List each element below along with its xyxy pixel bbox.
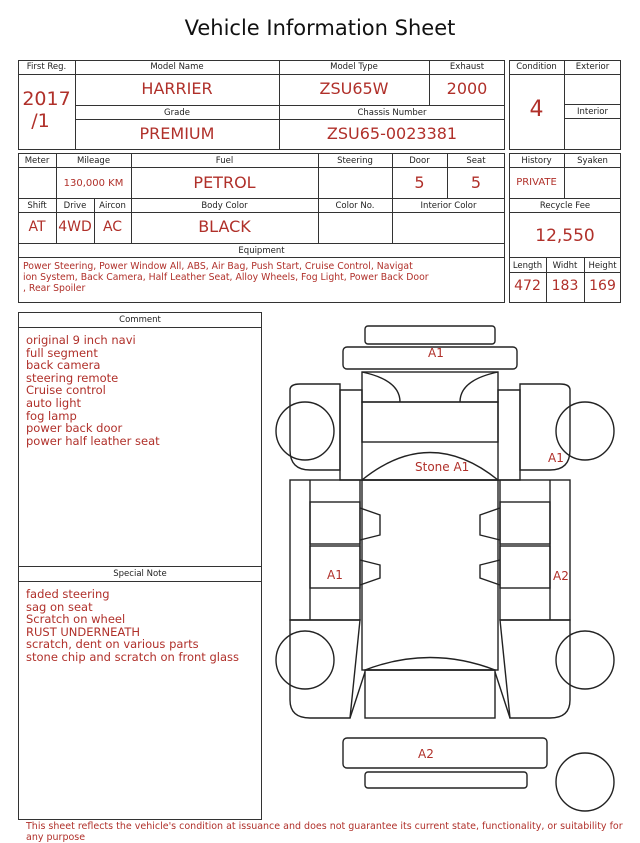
left-side-body (290, 480, 360, 620)
equipment-line: ion System, Back Camera, Half Leather Seat, Alloy Wheels, Fog Light, Power Back Door (23, 272, 429, 283)
chassis-value: ZSU65-0023381 (326, 124, 458, 143)
body-color-value: BLACK (198, 217, 251, 236)
first-reg-year: 2017 (22, 88, 71, 110)
spare-wheel (556, 753, 614, 811)
left-rear-panel (290, 620, 360, 718)
model-name-value: HARRIER (141, 79, 213, 98)
shift-value: AT (28, 219, 46, 235)
comment-item: power half leather seat (26, 433, 160, 448)
mark-rear-bumper: A2 (418, 747, 434, 761)
model-type-label: Model Type (330, 62, 378, 72)
equipment-text (23, 261, 503, 294)
recycle-fee-value: 12,550 (535, 226, 595, 246)
seat-value: 5 (470, 173, 482, 192)
mileage-value: 130,000 KM (63, 178, 124, 189)
rear-left-wheel (276, 631, 334, 689)
width-label: Widht (552, 261, 578, 271)
seat-label: Seat (466, 156, 486, 166)
exhaust-label: Exhaust (449, 62, 485, 72)
steering-label: Steering (337, 156, 373, 166)
length-value: 472 (514, 278, 541, 294)
hood-front (362, 372, 498, 402)
equipment-label: Equipment (238, 246, 285, 256)
aircon-value: AC (102, 219, 123, 235)
comment-item: auto light (26, 395, 82, 410)
fuel-label: Fuel (215, 156, 234, 166)
front-bumper-strip (365, 326, 495, 344)
special-note-item: faded steering (26, 587, 110, 601)
special-note-list (26, 588, 256, 664)
drive-label: Drive (63, 201, 87, 211)
hood (362, 402, 498, 442)
recycle-fee-label: Recycle Fee (539, 201, 591, 211)
body-color-label: Body Color (201, 201, 248, 211)
special-note-item: scratch, dent on various parts (26, 637, 199, 652)
mark-right-side: A2 (553, 569, 569, 583)
aircon-label: Aircon (99, 201, 126, 211)
left-front-panel (290, 384, 340, 470)
comment-item: fog lamp (26, 408, 77, 423)
exhaust-value: 2000 (446, 79, 488, 98)
meter-label: Meter (24, 156, 50, 166)
syaken-label: Syaken (577, 156, 608, 166)
history-label: History (521, 156, 552, 166)
door-value: 5 (414, 173, 425, 192)
height-label: Height (588, 261, 617, 271)
roof-outline (362, 480, 498, 670)
car-diagram (270, 320, 630, 820)
comment-item: original 9 inch navi (26, 333, 136, 347)
model-name-label: Model Name (150, 62, 204, 72)
model-type-value: ZSU65W (319, 79, 389, 98)
disclaimer-footer: This sheet reflects the vehicle's condition at issuance and does not guarantee its current state, functionality, or suitability for any purpose (26, 821, 623, 843)
rear-bumper (343, 738, 547, 768)
width-value: 183 (551, 278, 579, 294)
condition-value: 4 (529, 97, 544, 122)
front-left-wheel (276, 402, 334, 460)
drive-value: 4WD (58, 219, 92, 235)
first-reg-month: /1 (31, 110, 50, 132)
tailgate (365, 670, 495, 718)
rear-right-wheel (556, 631, 614, 689)
rear-bumper-strip (365, 772, 527, 788)
comment-item: steering remote (26, 370, 119, 385)
condition-label: Condition (516, 62, 557, 72)
interior-label: Interior (576, 107, 608, 117)
mark-front-bumper: A1 (428, 346, 444, 360)
page-title: Vehicle Information Sheet (184, 16, 456, 40)
mark-windshield: Stone A1 (415, 460, 470, 474)
comment-list (26, 334, 256, 447)
exterior-label: Exterior (575, 62, 610, 72)
mileage-label: Mileage (76, 156, 111, 166)
special-note-item: stone chip and scratch on front glass (26, 649, 239, 664)
shift-label: Shift (27, 201, 47, 211)
comment-label: Comment (119, 315, 161, 325)
mark-front-right: A1 (548, 451, 564, 465)
fuel-value: PETROL (193, 173, 256, 192)
grade-value: PREMIUM (139, 124, 215, 143)
door-label: Door (409, 156, 430, 166)
first-reg-label: First Reg. (26, 62, 67, 72)
special-note-item: sag on seat (26, 599, 93, 614)
right-side-body (500, 480, 570, 620)
comment-item: back camera (26, 358, 101, 373)
interior-color-label: Interior Color (420, 201, 477, 211)
special-note-item: Scratch on wheel (26, 612, 126, 627)
comment-item: full segment (26, 345, 98, 360)
history-value: PRIVATE (516, 177, 557, 188)
left-front-fender (340, 390, 362, 480)
front-right-wheel (556, 402, 614, 460)
rear-window (365, 658, 495, 671)
special-note-label: Special Note (113, 569, 167, 579)
special-note-item: RUST UNDERNEATH (26, 624, 141, 639)
height-value: 169 (589, 278, 616, 294)
right-rear-panel (500, 620, 570, 718)
equipment-line: Power Steering, Power Window All, ABS, Air Bag, Push Start, Cruise Control, Navigat (23, 261, 413, 272)
comment-item: power back door (26, 421, 123, 436)
color-no-label: Color No. (335, 201, 375, 211)
mark-left-side: A1 (327, 568, 343, 582)
right-front-fender (498, 390, 520, 480)
comment-item: Cruise control (26, 383, 106, 398)
grade-label: Grade (164, 108, 190, 118)
equipment-line: , Rear Spoiler (23, 283, 86, 294)
length-label: Length (512, 261, 543, 271)
chassis-label: Chassis Number (357, 108, 427, 118)
